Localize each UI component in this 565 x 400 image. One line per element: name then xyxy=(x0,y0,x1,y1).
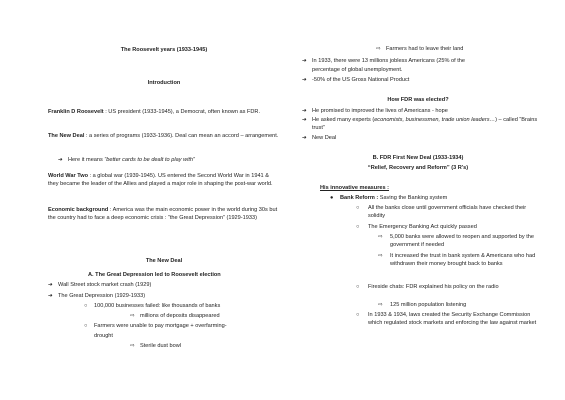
fdr-term: Franklin D Roosevelt xyxy=(48,109,104,115)
section-a-heading: A. The Great Depression led to Roosevelt election xyxy=(88,272,221,278)
bullet-label: The Emergency Banking Act quickly passed xyxy=(368,224,477,230)
bullet-emergency xyxy=(356,224,477,232)
hollow-arrow-icon: ⇨ xyxy=(130,343,135,349)
arrow-item-label: He promised to improved the lives of Americans - hope xyxy=(312,108,448,114)
econ-term: Economic background xyxy=(48,207,109,213)
bullet-label: 100,000 businesses failed: like thousands of banks xyxy=(94,303,221,309)
fdr-def: : US president (1933-1945), a Democrat, often known as FDR. xyxy=(103,109,261,115)
ww2-term: World War Two xyxy=(48,173,88,179)
bank-reform-def: Saving the Banking system xyxy=(378,195,448,201)
sub-banks-reopen xyxy=(378,234,540,249)
ww2-def: : a global war (1939-1945). US entered the Second World War in 1941 & they became the leader of the Allies and played a major role in shaping the post-war world. xyxy=(48,173,273,187)
bullet-sec-law xyxy=(356,312,542,327)
meaning-quote: “better cards to be dealt to play with” xyxy=(104,157,195,163)
sub-label: Sterile dust bowl xyxy=(140,343,182,349)
arrow-item-label: New Deal xyxy=(312,135,337,141)
bullet-banks-closed xyxy=(356,205,542,220)
section-b-heading: B. FDR First New Deal (1933-1934) xyxy=(372,155,464,161)
sub-farmers-leave xyxy=(376,46,463,54)
economic-background xyxy=(48,207,280,222)
arrow-icon: ➔ xyxy=(302,135,307,141)
hollow-arrow-icon: ⇨ xyxy=(378,234,383,240)
newdeal-definition xyxy=(48,133,280,141)
experts-italic: economists, businessmen, trade union leaders… xyxy=(374,117,496,123)
experts-text xyxy=(312,117,540,132)
arrow-icon: ➔ xyxy=(302,77,307,83)
arrow-item-gnp xyxy=(302,77,409,85)
bullet-fireside xyxy=(356,284,542,292)
arrow-item-label: Wall Street stock market crash (1929) xyxy=(58,282,152,288)
sub-trust xyxy=(378,253,540,268)
elected-heading: How FDR was elected? xyxy=(387,97,449,103)
arrow-item-label: In 1933, there were 13 millions jobless Americans (25% of the xyxy=(312,58,465,64)
jobless-cont: percentage of global unemployment. xyxy=(312,67,403,73)
experts-prefix: He asked many experts ( xyxy=(312,117,375,123)
arrow-icon: ➔ xyxy=(48,282,53,288)
hollow-arrow-icon: ⇨ xyxy=(130,313,135,319)
innovative-heading: His innovative measures : xyxy=(320,185,390,191)
sub-label: Farmers had to leave their land xyxy=(386,46,464,52)
arrow-item-promised xyxy=(302,108,448,116)
bullet-farmers xyxy=(84,323,227,331)
bullet-businesses xyxy=(84,303,220,311)
meaning-line xyxy=(58,157,195,165)
sub-label: 125 million population listening xyxy=(390,302,467,308)
bullet-bank-reform xyxy=(330,195,447,203)
sub-label: millions of deposits disappeared xyxy=(140,313,220,319)
arrow-icon: ➔ xyxy=(302,117,307,123)
arrow-icon: ➔ xyxy=(302,108,307,114)
circle-bullet-icon: ○ xyxy=(356,312,360,318)
arrow-item-crash xyxy=(48,282,151,290)
hollow-arrow-icon: ⇨ xyxy=(378,302,383,308)
sub-listening xyxy=(378,302,466,310)
bullet-label: Farmers were unable to pay mortgage + overfarming- xyxy=(94,323,227,329)
arrow-item-jobless xyxy=(302,58,465,66)
newdeal-term: The New Deal xyxy=(48,133,85,139)
arrow-item-label: -50% of the US Gross National Product xyxy=(312,77,410,83)
ww2-definition xyxy=(48,173,280,188)
sub-deposits xyxy=(130,313,220,321)
arrow-item-newdeal xyxy=(302,135,336,143)
bullet-farmers-cont: drought xyxy=(94,333,113,339)
dot-bullet-icon: ● xyxy=(330,195,334,201)
meaning-prefix: Here it means xyxy=(68,157,105,163)
experts-suffix: ) – called “Brains trust” xyxy=(312,117,538,131)
document-title: The Roosevelt years (1933-1945) xyxy=(120,47,208,53)
hollow-arrow-icon: ⇨ xyxy=(378,253,383,259)
fdr-definition xyxy=(48,109,280,117)
bullet-label: Fireside chats: FDR explained his policy on the radio xyxy=(368,284,499,290)
circle-bullet-icon: ○ xyxy=(356,205,360,211)
sub-dust-bowl xyxy=(130,343,181,351)
arrow-icon: ➔ xyxy=(58,157,63,163)
econ-def: : America was the main economic power in the world during 30s but the country had to face a deep economic crisis : “the Great Depression” (1929-1933) xyxy=(48,207,278,221)
sub-label: It increased the trust in bank system & Americans who had withdrawn their money brought back to banks xyxy=(390,253,536,267)
arrow-item-experts xyxy=(302,117,540,132)
bullet-label: All the banks close until government officials have checked their solidity xyxy=(368,205,527,219)
hollow-arrow-icon: ⇨ xyxy=(376,46,381,52)
bank-reform-term: Bank Reform : xyxy=(340,195,379,201)
arrow-icon: ➔ xyxy=(302,58,307,64)
circle-bullet-icon: ○ xyxy=(356,284,360,290)
newdeal-def: : a series of programs (1933-1936). Deal can mean an accord – arrangement. xyxy=(84,133,279,139)
circle-bullet-icon: ○ xyxy=(356,224,360,230)
section-b-subheading: “Relief, Recovery and Reform” (3 R’s) xyxy=(367,165,469,171)
circle-bullet-icon: ○ xyxy=(84,323,88,329)
circle-bullet-icon: ○ xyxy=(84,303,88,309)
bullet-label: In 1933 & 1934, laws created the Security Exchange Commission which regulated stock markets and enforcing the law against market xyxy=(368,312,537,326)
arrow-icon: ➔ xyxy=(48,293,53,299)
sub-label: 5,000 banks were allowed to reopen and supported by the government if needed xyxy=(390,234,534,248)
newdeal-heading: The New Deal xyxy=(145,258,183,264)
arrow-item-label: The Great Depression (1929-1933) xyxy=(58,293,146,299)
introduction-heading: Introduction xyxy=(147,80,181,86)
arrow-item-depression xyxy=(48,293,145,301)
